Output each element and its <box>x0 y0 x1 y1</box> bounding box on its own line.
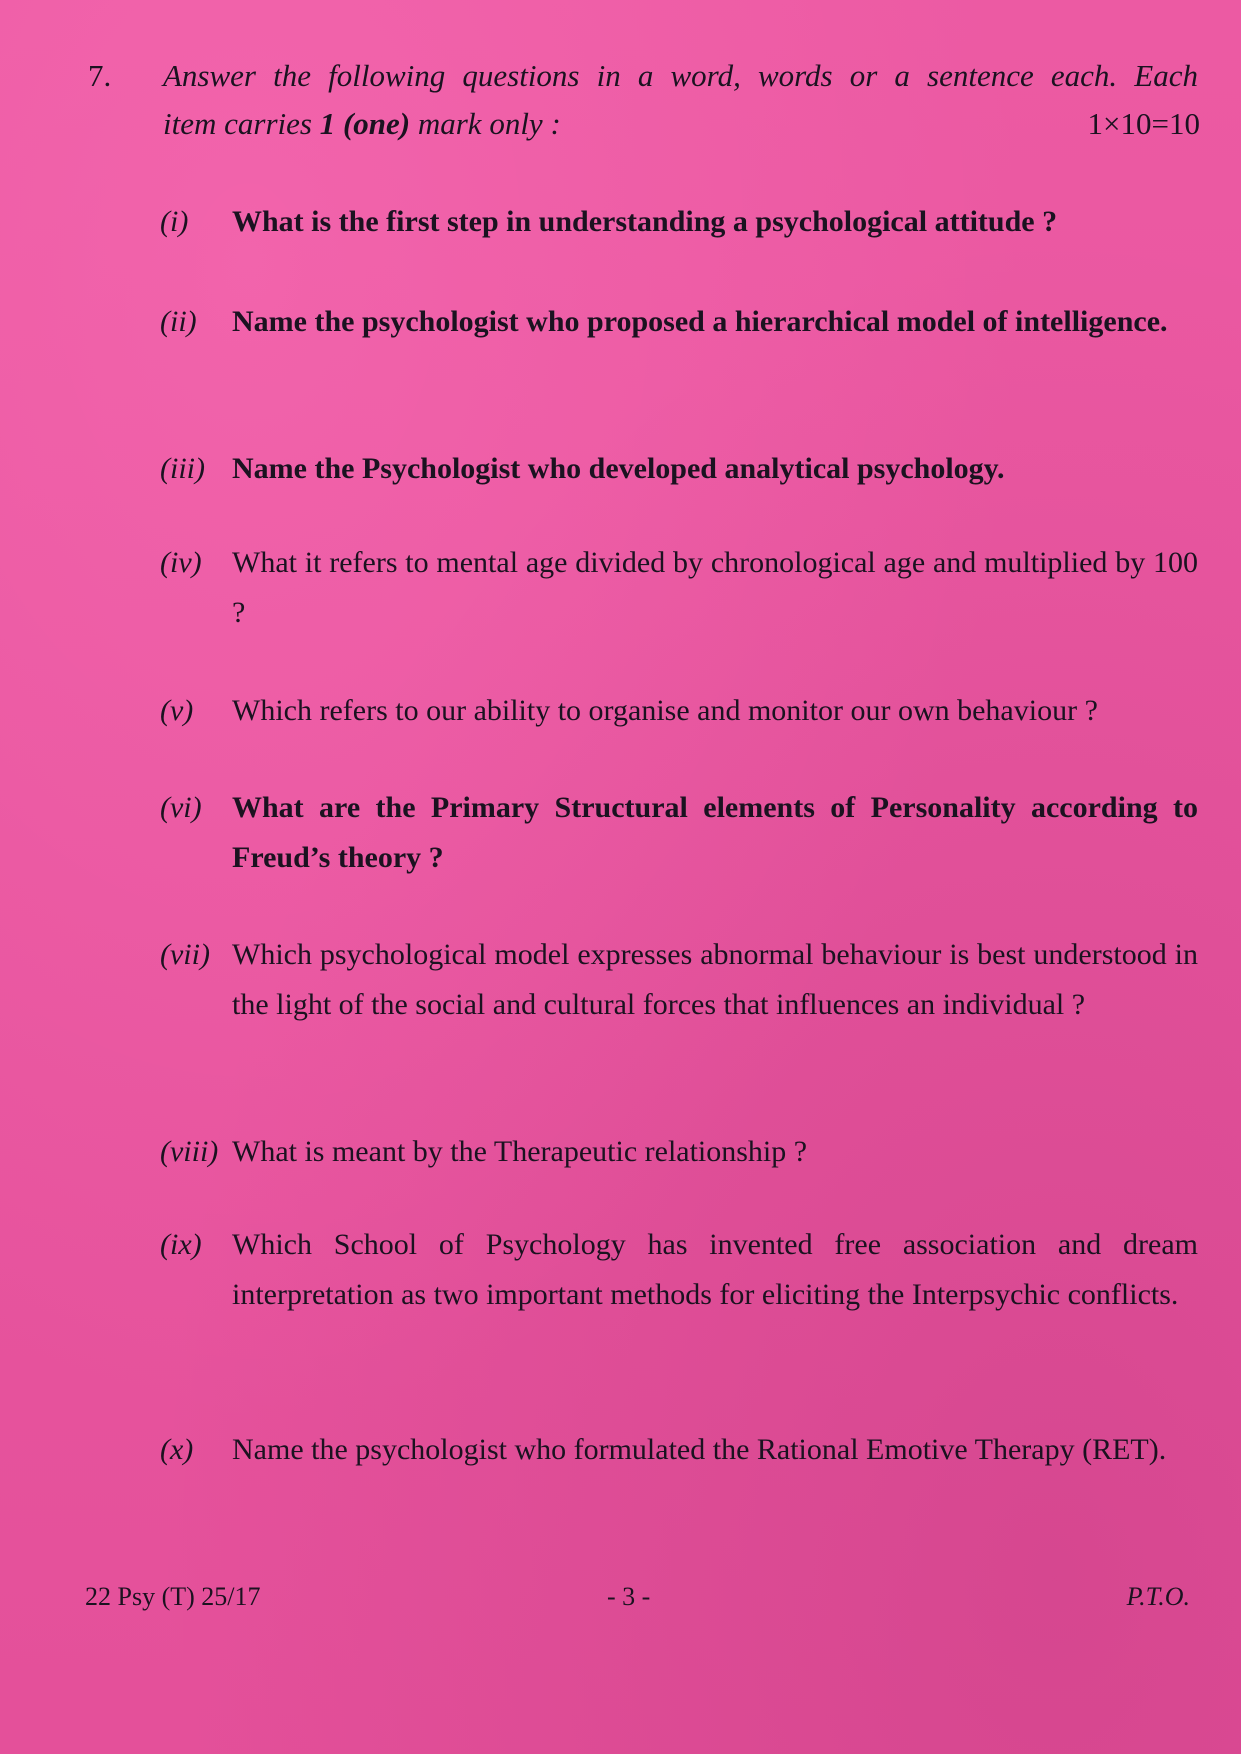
item-label: (ii) <box>160 305 197 338</box>
pto-note: P.T.O. <box>1126 1582 1190 1611</box>
question-instruction-line2 <box>163 100 1198 148</box>
item-text: Name the Psychologist who developed analytical psychology. <box>232 452 1005 485</box>
item-label: (viii) <box>160 1135 219 1168</box>
paper-code: 22 Psy (T) 25/17 <box>85 1582 261 1611</box>
item-text: Which School of Psychology has invented free association and dream interpretation as two important methods for eliciting the Interpsychic conflicts. <box>232 1228 1198 1311</box>
question-number: 7. <box>88 58 112 93</box>
item-text: What are the Primary Structural elements of Personality according to Freud’s theory ? <box>232 791 1198 874</box>
item-text: What is meant by the Therapeutic relationship ? <box>232 1135 808 1168</box>
item-label: (vi) <box>160 791 202 824</box>
page-number: - 3 - <box>607 1582 651 1611</box>
instruction-pre: item carries <box>163 106 320 141</box>
item-label: (ix) <box>160 1228 202 1261</box>
item-label: (x) <box>160 1433 194 1466</box>
item-text: Which refers to our ability to organise and monitor our own behaviour ? <box>232 694 1098 727</box>
item-text: Name the psychologist who proposed a hierarchical model of intelligence. <box>232 305 1168 338</box>
question-instruction-line1: Answer the following questions in a word, words or a sentence each. Each <box>163 58 1198 93</box>
item-label: (iv) <box>160 546 202 579</box>
item-label: (vii) <box>160 938 210 971</box>
item-label: (iii) <box>160 452 205 485</box>
item-text: Which psychological model expresses abnormal behaviour is best understood in the light of the social and cultural forces that influences an individual ? <box>232 938 1198 1021</box>
item-label: (v) <box>160 694 194 727</box>
item-text: Name the psychologist who formulated the Rational Emotive Therapy (RET). <box>232 1433 1167 1466</box>
item-label: (i) <box>160 205 189 238</box>
item-text: What is the first step in understanding a psychological attitude ? <box>232 205 1058 238</box>
item-text: What it refers to mental age divided by chronological age and multiplied by 100 ? <box>232 546 1198 629</box>
instruction-post: mark only : <box>410 106 561 141</box>
instruction-bold: 1 (one) <box>319 106 411 141</box>
marks-allocation: 1×10=10 <box>1087 106 1200 141</box>
